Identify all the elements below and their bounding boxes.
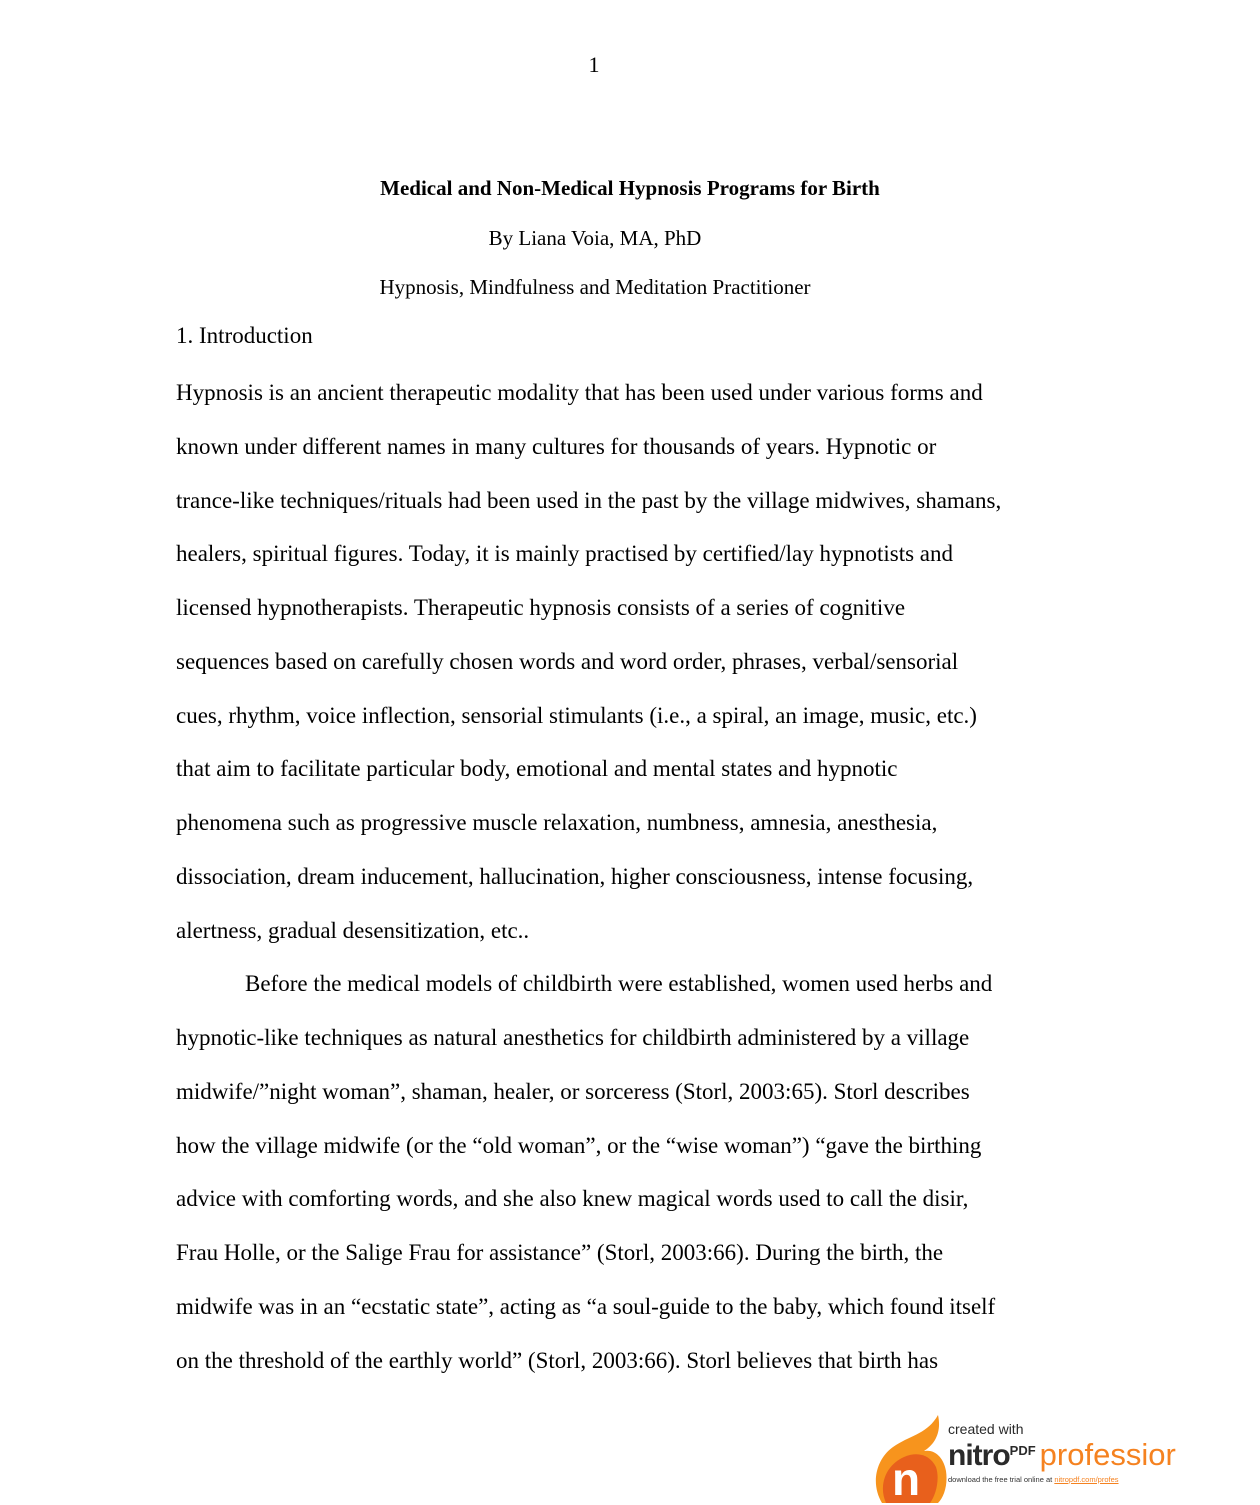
text-line: Frau Holle, or the Salige Frau for assistance” (Storl, 2003:66). During the birth, the [176,1240,944,1265]
svg-text:n: n [892,1453,921,1505]
page-number: 1 [588,52,600,77]
body-text [176,366,1036,1387]
watermark-brand-name: nitro [948,1439,1010,1472]
text-line: sequences based on carefully chosen words and word order, phrases, verbal/sensorial [176,648,959,674]
text-line: dissociation, dream inducement, hallucination, higher consciousness, intense focusing, [176,863,974,889]
watermark-download-link[interactable]: nitropdf.com/profes [1054,1475,1119,1484]
text-line: known under different names in many cultures for thousands of years. Hypnotic or [176,433,937,459]
text-line: advice with comforting words, and she also knew magical words used to call the disir, [176,1186,969,1212]
text-line: trance-like techniques/rituals had been used in the past by the village midwives, shamans, [176,487,1002,513]
text-line: Hypnosis is an ancient therapeutic modality that has been used under various forms and [176,380,983,405]
author-affiliation: Hypnosis, Mindfulness and Meditation Practitioner [379,275,811,299]
text-line: on the threshold of the earthly world” (Storl, 2003:66). Storl believes that birth has [176,1347,939,1373]
watermark-download [948,1475,1119,1484]
watermark-created-with: created with [948,1421,1024,1437]
text-line: midwife/”night woman”, shaman, healer, or sorceress (Storl, 2003:65). Storl describes [176,1078,970,1104]
nitro-watermark[interactable] [872,1415,1176,1505]
section-heading: 1. Introduction [176,323,313,348]
document-title: Medical and Non-Medical Hypnosis Programs for Birth [380,176,880,200]
nitro-logo-icon [872,1415,952,1505]
watermark-download-text: download the free trial online at [948,1475,1055,1484]
text-line: midwife was in an “ecstatic state”, acting as “a soul-guide to the baby, which found itself [176,1293,996,1319]
text-line: hypnotic-like techniques as natural anesthetics for childbirth administered by a village [176,1025,970,1050]
watermark-edition: professior [1039,1437,1176,1472]
watermark-brand-sup: PDF [1009,1443,1036,1458]
text-line: licensed hypnotherapists. Therapeutic hypnosis consists of a series of cognitive [176,595,906,620]
text-line: cues, rhythm, voice inflection, sensorial stimulants (i.e., a spiral, an image, music, etc.) [176,702,977,728]
text-line: that aim to facilitate particular body, emotional and mental states and hypnotic [176,756,898,782]
text-line: healers, spiritual figures. Today, it is mainly practised by certified/lay hypnotists and [176,541,954,567]
text-line: phenomena such as progressive muscle relaxation, numbness, amnesia, anesthesia, [176,810,938,835]
text-line: how the village midwife (or the “old woman”, or the “wise woman”) “gave the birthing [176,1132,982,1158]
text-line: alertness, gradual desensitization, etc.. [176,917,530,943]
text-line: Before the medical models of childbirth were established, women used herbs and [245,971,993,997]
author-byline: By Liana Voia, MA, PhD [488,226,702,250]
